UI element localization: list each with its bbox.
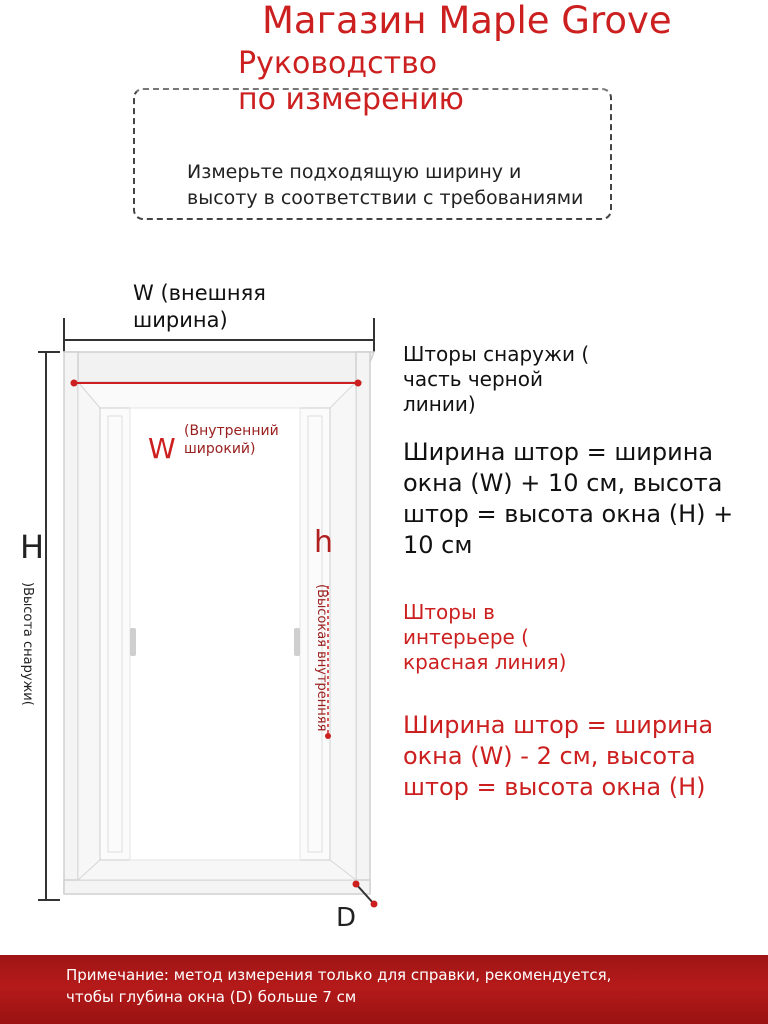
left-sash [100, 408, 130, 860]
outside-formula-line: штор = высота окна (H) + [403, 500, 734, 528]
h-inner-letter: h [314, 525, 334, 560]
inside-note-line: Шторы в [403, 600, 495, 624]
inside-note-line: интерьере ( [403, 625, 529, 649]
left-handle [130, 628, 136, 656]
outer-width-label-line: ширина) [133, 308, 228, 332]
inside-formula-line: штор = высота окна (H) [403, 773, 706, 801]
window-reveal-right [330, 382, 356, 880]
inside-formula-line: окна (W) - 2 см, высота [403, 742, 696, 770]
outside-note-line: Шторы снаружи ( [403, 342, 590, 366]
h-outer-letter: H [20, 528, 45, 566]
footer-note-line: чтобы глубина окна (D) больше 7 см [66, 988, 357, 1006]
window-top-frame [64, 352, 374, 382]
footer-note [66, 964, 611, 1008]
footer-note-line: Примечание: метод измерения только для справки, рекомендуется, [66, 966, 612, 984]
outside-note-line: часть черной [403, 367, 543, 391]
inside-formula-line: Ширина штор = ширина [403, 711, 714, 739]
outer-height-label: )Высота снаружи( [20, 582, 35, 706]
window-reveal-left [78, 382, 100, 880]
outside-curtains-formula [403, 437, 733, 561]
inner-width-label-line: широкий) [184, 441, 256, 457]
inner-width-label [184, 422, 279, 458]
outside-formula-line: Ширина штор = ширина [403, 438, 714, 466]
guide-title-line: Руководство [238, 46, 438, 81]
inner-width-label-line: (Внутренний [184, 423, 279, 439]
window-left-frame [64, 352, 78, 892]
outside-formula-line: 10 см [403, 531, 473, 559]
d-letter: D [336, 903, 357, 933]
window-bottom-frame [64, 880, 370, 894]
right-handle [294, 628, 300, 656]
window-glass [130, 408, 300, 860]
inside-note-line: красная линия) [403, 650, 567, 674]
intro-line: Измерьте подходящую ширину и [187, 161, 522, 183]
intro-line: высоту в соответствии с требованиями [187, 187, 584, 209]
window-reveal-top [78, 382, 362, 408]
window-diagram [0, 300, 400, 940]
inner-height-label: (Высокая внутренняя [314, 584, 329, 732]
outside-formula-line: окна (W) + 10 см, высота [403, 469, 723, 497]
outside-curtains-note [403, 342, 589, 417]
window-reveal-bottom [78, 860, 356, 880]
inside-curtains-note [403, 600, 566, 675]
outer-width-label [133, 280, 266, 334]
intro-text [187, 159, 583, 211]
outer-width-label-line: W (внешняя [133, 281, 266, 305]
guide-title-line: по измерению [238, 82, 464, 117]
outside-note-line: линии) [403, 392, 476, 416]
inside-curtains-formula [403, 710, 713, 803]
w-inner-letter: W [148, 432, 176, 465]
window-right-frame [356, 352, 370, 892]
store-title: Магазин Maple Grove [262, 0, 672, 42]
